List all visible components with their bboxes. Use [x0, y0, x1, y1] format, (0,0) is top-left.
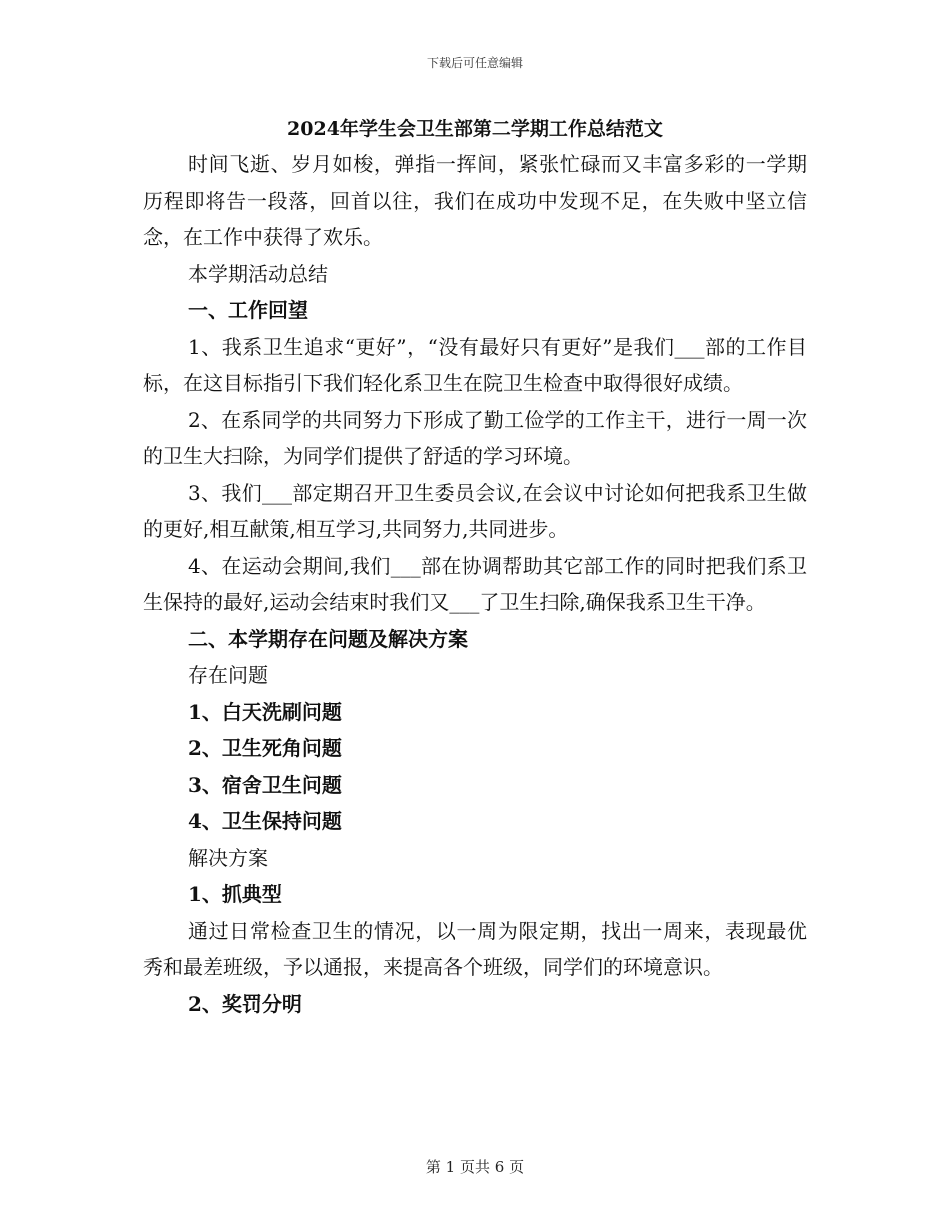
page-footer-note: 第 1 页共 6 页: [425, 1158, 525, 1176]
body-paragraph: 存在问题: [188, 663, 268, 687]
section-heading: 1、白天洗刷问题: [188, 699, 342, 724]
body-paragraph: 4、在运动会期间,我们___部在协调帮助其它部工作的同时把我们系卫生保持的最好,运动会结束时我们又___了卫生扫除,确保我系卫生干净。: [143, 553, 807, 614]
body-paragraph: 1、我系卫生追求“更好”，“没有最好只有更好”是我们___部的工作目标，在这目标指引下我们轻化系卫生在院卫生检查中取得很好成绩。: [143, 334, 807, 395]
document-body: [143, 112, 807, 1022]
body-paragraph: 本学期活动总结: [188, 261, 328, 286]
body-paragraph: 时间飞逝、岁月如梭，弹指一挥间，紧张忙碌而又丰富多彩的一学期历程即将告一段落，回首以往，我们在成功中发现不足，在失败中坚立信念，在工作中获得了欢乐。: [143, 152, 807, 249]
section-heading: 1、抓典型: [188, 882, 282, 906]
section-heading: 一、工作回望: [188, 298, 308, 322]
section-heading: 2、卫生死角问题: [188, 736, 342, 760]
section-heading: 2、奖罚分明: [188, 991, 302, 1016]
document-title: 2024年学生会卫生部第二学期工作总结范文: [287, 118, 663, 140]
paragraph-list: [143, 146, 807, 1022]
section-heading: 二、本学期存在问题及解决方案: [188, 626, 468, 651]
page-header-note: 下载后可任意编辑: [426, 56, 523, 70]
body-paragraph: 3、我们___部定期召开卫生委员会议,在会议中讨论如何把我系卫生做的更好,相互献策,相互学习,共同努力,共同进步。: [143, 480, 807, 541]
section-heading: 4、卫生保持问题: [188, 809, 342, 833]
body-paragraph: 解决方案: [188, 845, 268, 870]
body-paragraph: 2、在系同学的共同努力下形成了勤工俭学的工作主干，进行一周一次的卫生大扫除，为同学们提供了舒适的学习环境。: [143, 407, 807, 468]
body-paragraph: 通过日常检查卫生的情况，以一周为限定期，找出一周来，表现最优秀和最差班级，予以通报，来提高各个班级，同学们的环境意识。: [143, 918, 807, 979]
section-heading: 3、宿舍卫生问题: [188, 772, 342, 797]
